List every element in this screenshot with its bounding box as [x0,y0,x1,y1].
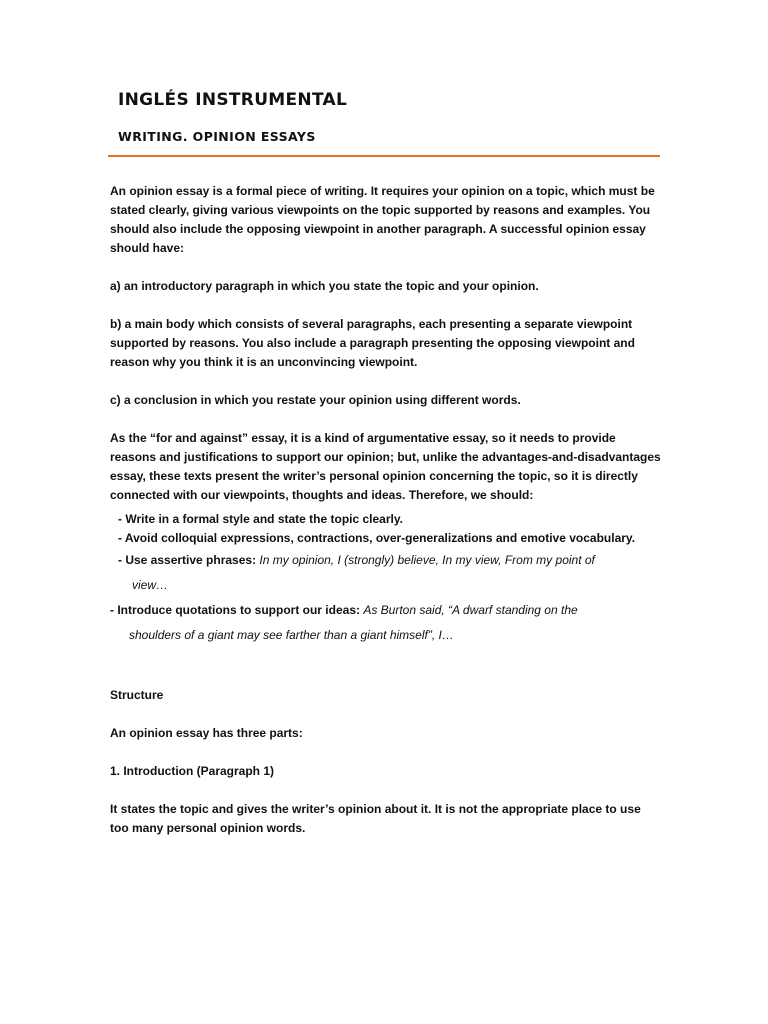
guideline-assertive-phrases [110,548,662,573]
intro-paragraph: An opinion essay is a formal piece of writing. It requires your opinion on a topic, which must be stated clearly, giving various viewpoints on the topic supported by reasons and examples. You should also include the opposing viewpoint in another paragraph. A successful opinion essay should have: [110,184,655,255]
guideline-quotations [110,598,662,623]
document-subtitle: WRITING. OPINION ESSAYS [118,129,316,144]
guideline-assertive-lead: - Use assertive phrases: [118,553,260,567]
guideline-assertive-example: In my opinion, I (strongly) believe, In my view, From my point of [259,553,595,567]
guideline-quotations-lead: - Introduce quotations to support our ideas: [110,603,364,617]
guideline-quotations-example: As Burton said, “A dwarf standing on the [363,603,578,617]
list-item-a: a) an introductory paragraph in which you state the topic and your opinion. [110,279,539,293]
guideline-formal-style: - Write in a formal style and state the topic clearly. [118,512,403,526]
section-introduction-title: 1. Introduction (Paragraph 1) [110,764,275,778]
header-divider [108,155,660,157]
document-title: INGLÉS INSTRUMENTAL [118,90,348,110]
document-body [110,182,662,838]
structure-heading: Structure [110,688,164,702]
guideline-assertive-continuation: view… [132,578,169,592]
list-item-c: c) a conclusion in which you restate your opinion using different words. [110,393,521,407]
for-against-paragraph: As the “for and against” essay, it is a kind of argumentative essay, so it needs to provide reasons and justifications to support our opinion; but, unlike the advantages-and-disadvantages essay, these texts present the writer’s personal opinion concerning the topic, so it is directly connected with our viewpoints, thoughts and ideas. Therefore, we should: [110,431,661,502]
list-item-b: b) a main body which consists of several paragraphs, each presenting a separate viewpoint supported by reasons. You also include a paragraph presenting the opposing viewpoint and reason why you think it is an unconvincing viewpoint. [110,317,635,369]
guideline-avoid-colloquial: - Avoid colloquial expressions, contractions, over-generalizations and emotive vocabulary. [118,531,636,545]
section-introduction-text: It states the topic and gives the writer’s opinion about it. It is not the appropriate place to use too many personal opinion words. [110,802,641,835]
guideline-quotations-continuation: shoulders of a giant may see farther than a giant himself”, I… [129,628,454,642]
structure-lead: An opinion essay has three parts: [110,726,303,740]
